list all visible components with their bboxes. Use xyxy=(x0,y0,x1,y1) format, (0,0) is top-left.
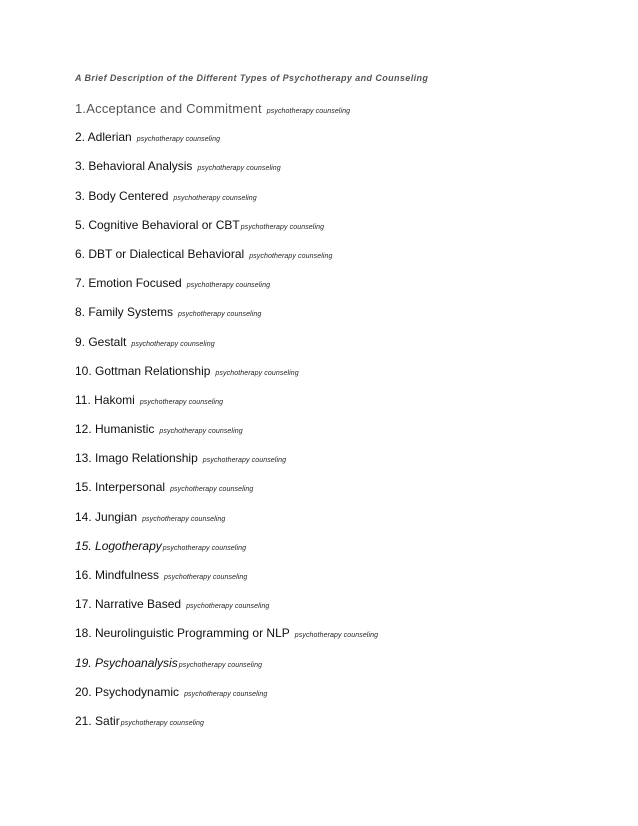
therapy-name: 15. Logotherapy xyxy=(75,538,162,553)
list-item xyxy=(75,597,378,626)
therapy-name: 17. Narrative Based xyxy=(75,597,182,612)
document-title: A Brief Description of the Different Types of Psychotherapy and Counseling xyxy=(75,73,429,83)
list-item xyxy=(75,130,378,159)
list-item xyxy=(75,364,378,393)
therapy-name: 8. Family Systems xyxy=(75,305,174,320)
therapy-tag: psychotherapy counseling xyxy=(162,544,247,552)
therapy-name: 11. Hakomi xyxy=(75,392,135,407)
therapy-name: 21. Satir xyxy=(75,713,120,728)
list-item xyxy=(75,335,378,364)
therapy-tag: psychotherapy counseling xyxy=(131,340,215,348)
therapy-tag: psychotherapy counseling xyxy=(240,223,325,231)
therapy-tag: psychotherapy counseling xyxy=(170,486,254,494)
therapy-name: 3. Behavioral Analysis xyxy=(75,159,193,174)
therapy-name: 10. Gottman Relationship xyxy=(75,363,211,378)
list-item xyxy=(75,393,378,422)
list-item xyxy=(75,510,378,539)
therapy-tag: psychotherapy counseling xyxy=(136,136,221,144)
therapy-tag: psychotherapy counseling xyxy=(197,165,281,173)
list-item xyxy=(75,685,378,714)
therapy-tag: psychotherapy counseling xyxy=(178,311,262,319)
therapy-tag: psychotherapy counseling xyxy=(215,369,299,377)
list-item xyxy=(75,656,378,685)
list-item xyxy=(75,422,378,451)
list-item xyxy=(75,189,378,218)
therapy-tag: psychotherapy counseling xyxy=(249,252,333,260)
list-item xyxy=(75,568,378,597)
list-item xyxy=(75,480,378,509)
therapy-name: 13. Imago Relationship xyxy=(75,451,198,466)
therapy-name: 7. Emotion Focused xyxy=(75,276,182,291)
therapy-tag: psychotherapy counseling xyxy=(186,282,271,290)
therapy-tag: psychotherapy counseling xyxy=(294,632,379,640)
therapy-name: 19. Psychoanalysis xyxy=(75,655,178,670)
list-item xyxy=(75,714,378,743)
therapy-name: 14. Jungian xyxy=(75,509,138,524)
list-item xyxy=(75,539,378,568)
therapy-tag: psychotherapy counseling xyxy=(173,194,257,202)
list-item xyxy=(75,101,378,130)
therapy-name: 9. Gestalt xyxy=(75,334,127,349)
list-item xyxy=(75,218,378,247)
list-item xyxy=(75,451,378,480)
therapy-name: 3. Body Centered xyxy=(75,188,169,203)
therapy-name: 2. Adlerian xyxy=(75,130,132,145)
list-item xyxy=(75,159,378,188)
list-item xyxy=(75,247,378,276)
therapy-name: 1.Acceptance and Commitment xyxy=(75,101,262,116)
therapy-name: 16. Mindfulness xyxy=(75,568,160,582)
therapy-tag: psychotherapy counseling xyxy=(202,457,287,465)
therapy-tag: psychotherapy counseling xyxy=(186,603,270,611)
therapy-tag: psychotherapy counseling xyxy=(142,515,226,523)
therapy-tag: psychotherapy counseling xyxy=(178,661,263,669)
therapy-name: 12. Humanistic xyxy=(75,422,155,437)
therapy-name: 5. Cognitive Behavioral or CBT xyxy=(75,217,240,232)
therapy-list xyxy=(75,101,378,743)
list-item xyxy=(75,276,378,305)
therapy-name: 6. DBT or Dialectical Behavioral xyxy=(75,246,245,261)
therapy-tag: psychotherapy counseling xyxy=(159,428,243,436)
therapy-tag: psychotherapy counseling xyxy=(266,108,351,115)
therapy-name: 18. Neurolinguistic Programming or NLP xyxy=(75,626,290,641)
list-item xyxy=(75,305,378,334)
therapy-tag: psychotherapy counseling xyxy=(164,574,248,581)
therapy-name: 15. Interpersonal xyxy=(75,480,166,495)
therapy-tag: psychotherapy counseling xyxy=(120,719,205,727)
therapy-name: 20. Psychodynamic xyxy=(75,684,180,699)
therapy-tag: psychotherapy counseling xyxy=(139,398,224,406)
therapy-tag: psychotherapy counseling xyxy=(184,690,268,698)
list-item xyxy=(75,626,378,655)
